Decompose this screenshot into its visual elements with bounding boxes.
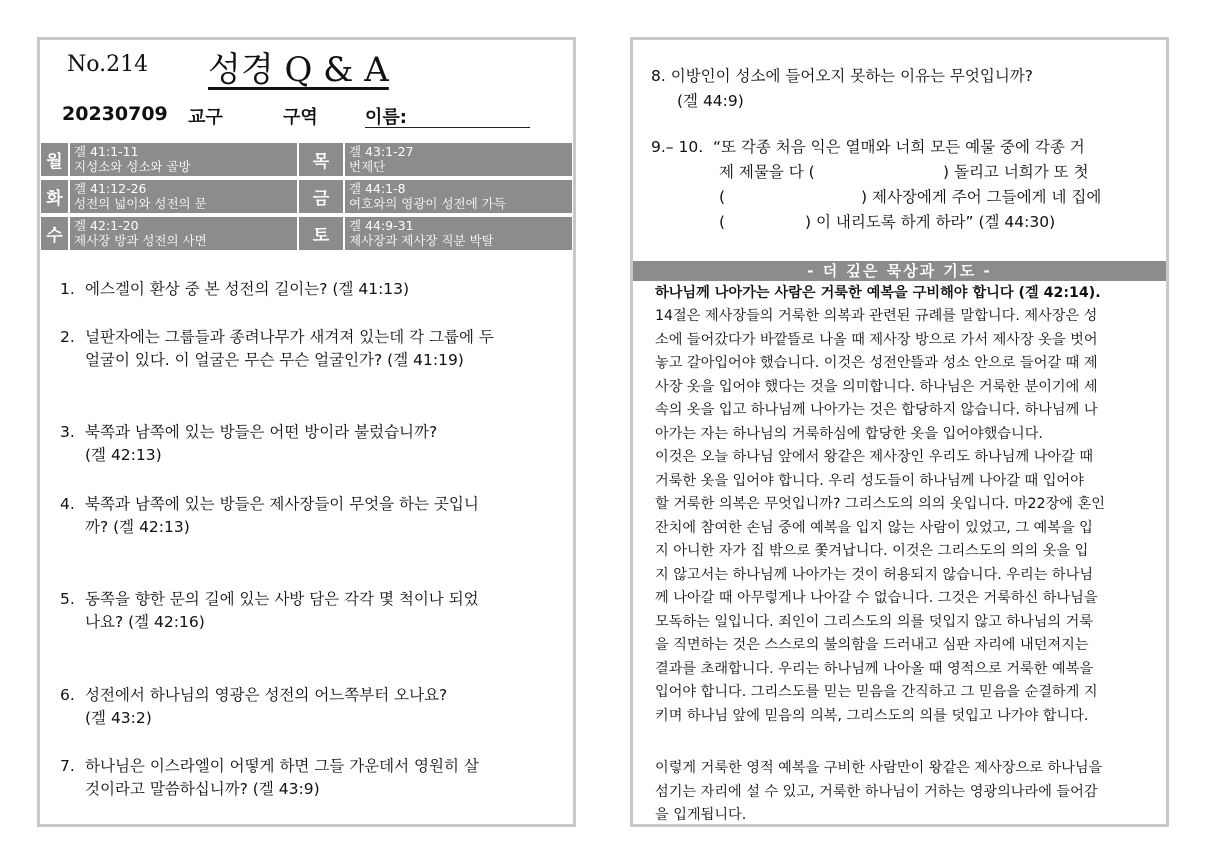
church-label: 교구 xyxy=(188,107,223,128)
day-label: 금 xyxy=(298,179,344,214)
left-panel xyxy=(37,37,576,827)
question-line: 널판자에는 그룹들과 종려나무가 새겨져 있는데 각 그룹에 두 xyxy=(85,328,494,346)
question-line: ) 이 내리도록 하게 하라” (겔 44:30) xyxy=(805,213,1056,231)
reading-ref: 겔 41:1-11 xyxy=(74,144,139,159)
question-line: (겔 43:2) xyxy=(85,709,152,727)
reading-ref: 겔 41:12-26 xyxy=(74,181,147,196)
question-number: 5. xyxy=(60,590,75,608)
day-label: 목 xyxy=(298,142,344,177)
meditation-line: 께 나아갈 때 아무렇게나 나아갈 수 없습니다. 그것은 거룩하신 하나님을 xyxy=(655,590,1098,606)
day-label: 월 xyxy=(40,142,69,177)
reading-topic: 여호와의 영광이 성전에 가득 xyxy=(349,196,506,211)
meditation-line: 이렇게 거룩한 영적 예복을 구비한 사람만이 왕같은 제사장으로 하나님을 xyxy=(655,760,1103,776)
meditation-line: 속의 옷을 입고 하나님께 나아가는 것은 합당하지 않습니다. 하나님께 나 xyxy=(655,402,1098,418)
district-label: 구역 xyxy=(283,107,318,128)
right-panel xyxy=(630,37,1169,827)
reading-topic: 지성소와 성소와 골방 xyxy=(74,159,191,174)
question-line: 북쪽과 남쪽에 있는 방들은 제사장들이 무엇을 하는 곳입니 xyxy=(85,495,479,513)
reading-cell xyxy=(344,142,573,177)
reading-topic: 성전의 넓이와 성전의 문 xyxy=(74,196,207,211)
question-line: 것이라고 말씀하십니까? (겔 43:9) xyxy=(85,780,320,798)
question-4 xyxy=(60,493,558,539)
meditation-line: 모독하는 일입니다. 죄인이 그리스도의 의를 덧입지 않고 하나님의 거룩 xyxy=(655,613,1094,630)
question-7 xyxy=(60,755,558,801)
question-number: 2. xyxy=(60,328,75,346)
meditation-line: 사장 옷을 입어야 했다는 것을 의미합니다. 하나님은 거룩한 분이기에 세 xyxy=(655,378,1098,395)
question-line: 제 제물을 다 ( xyxy=(719,163,815,181)
question-line: (겔 44:9) xyxy=(677,92,744,110)
question-number: 9.– 10. xyxy=(651,138,704,156)
question-number: 7. xyxy=(60,757,75,775)
day-label: 화 xyxy=(40,179,69,214)
question-line: ( xyxy=(719,188,726,206)
meditation-line: 할 거룩한 의복은 무엇입니까? 그리스도의 의의 옷입니다. 마22장에 혼인 xyxy=(655,496,1105,512)
question-line: 동쪽을 향한 문의 길에 있는 사방 담은 각각 몇 척이나 되었 xyxy=(85,590,479,608)
reading-cell xyxy=(69,216,298,251)
meditation-line: 14절은 제사장들의 거룩한 의복과 관련된 규례를 말합니다. 제사장은 성 xyxy=(655,308,1098,324)
reading-cell xyxy=(344,216,573,251)
question-5 xyxy=(60,588,558,634)
meditation-paragraph-1 xyxy=(655,305,1145,446)
meditation-line: 입어야 합니다. 그리스도를 믿는 믿음을 간직하고 그 믿음을 순결하게 지 xyxy=(655,684,1098,700)
question-line: 이방인이 성소에 들어오지 못하는 이유는 무엇입니까? xyxy=(670,67,1034,85)
schedule-row xyxy=(40,216,573,251)
meditation-line: 결과를 초래합니다. 우리는 하나님께 나아올 때 영적으로 거룩한 예복을 xyxy=(655,660,1094,677)
meditation-line: 놓고 갈아입어야 했습니다. 이것은 성전안뜰과 성소 안으로 들어갈 때 제 xyxy=(655,355,1098,371)
question-number: 1. xyxy=(60,280,75,298)
meditation-heading: 하나님께 나아가는 사람은 거룩한 예복을 구비해야 합니다 (겔 42:14). xyxy=(655,285,1101,301)
question-line: ( xyxy=(719,213,726,231)
reading-cell xyxy=(69,142,298,177)
reading-ref: 겔 43:1-27 xyxy=(349,144,414,159)
page-title: 성경 Q & A xyxy=(208,50,389,90)
meditation-line: 섬기는 자리에 설 수 있고, 거룩한 하나님이 거하는 영광의나라에 들어감 xyxy=(655,783,1098,800)
meditation-line: 거룩한 옷을 입어야 합니다. 우리 성도들이 하나님께 나아갈 때 입어야 xyxy=(655,472,1084,489)
question-2 xyxy=(60,326,558,372)
day-label: 수 xyxy=(40,216,69,251)
reading-topic: 제사장 방과 성전의 사면 xyxy=(74,233,207,248)
question-line: 얼굴이 있다. 이 얼굴은 무슨 무슨 얼굴인가? (겔 41:19) xyxy=(85,351,464,369)
reading-topic: 제사장과 제사장 직분 박탈 xyxy=(349,233,494,248)
reading-topic: 번제단 xyxy=(349,159,386,174)
meditation-line: 지 아니한 자가 집 밖으로 쫓겨납니다. 이것은 그리스도의 의의 옷을 입 xyxy=(655,543,1089,559)
question-line: 에스겔이 환상 중 본 성전의 길이는? (겔 41:13) xyxy=(85,280,410,298)
meditation-line: 이것은 오늘 하나님 앞에서 왕같은 제사장인 우리도 하나님께 나아갈 때 xyxy=(655,449,1094,465)
schedule-row xyxy=(40,142,573,177)
reading-ref: 겔 44:9-31 xyxy=(349,218,414,233)
question-line: 하나님은 이스라엘이 어떻게 하면 그들 가운데서 영원히 살 xyxy=(85,757,479,775)
reading-cell xyxy=(69,179,298,214)
meditation-line: 키며 하나님 앞에 믿음의 의복, 그리스도의 의를 덧입고 나가야 합니다. xyxy=(655,707,1089,724)
meditation-line: 잔치에 참여한 손님 중에 예복을 입지 않는 사람이 있었고, 그 예복을 입 xyxy=(655,519,1093,536)
question-8 xyxy=(651,64,1033,89)
question-line: 나요? (겔 42:16) xyxy=(85,613,205,631)
name-underline xyxy=(365,127,530,128)
reading-ref: 겔 44:1-8 xyxy=(349,181,406,196)
question-1 xyxy=(60,278,558,301)
date: 20230709 xyxy=(62,103,168,125)
meditation-paragraph-2 xyxy=(655,446,1145,728)
meditation-line: 을 직면하는 것은 스스로의 불의함을 드러내고 심판 자리에 내던져지는 xyxy=(655,637,1089,653)
question-number: 3. xyxy=(60,423,75,441)
issue-number: No.214 xyxy=(67,52,149,77)
name-label: 이름: xyxy=(365,107,407,128)
reading-cell xyxy=(344,179,573,214)
meditation-banner: - 더 깊은 묵상과 기도 - xyxy=(633,261,1166,281)
question-line: ) 제사장에게 주어 그들에게 네 집에 xyxy=(861,188,1102,206)
schedule-row xyxy=(40,179,573,214)
question-line: 성전에서 하나님의 영광은 성전의 어느쪽부터 오나요? xyxy=(85,686,448,704)
question-line: ) 돌리고 너희가 또 첫 xyxy=(943,163,1089,181)
reading-ref: 겔 42:1-20 xyxy=(74,218,139,233)
meditation-line: 지 않고서는 하나님께 나아가는 것이 허용되지 않습니다. 우리는 하나님 xyxy=(655,566,1094,583)
question-number: 8. xyxy=(651,67,666,85)
meditation-line: 소에 들어갔다가 바깥뜰로 나올 때 제사장 방으로 가서 제사장 옷을 벗어 xyxy=(655,331,1098,348)
question-3 xyxy=(60,421,558,467)
question-number: 4. xyxy=(60,495,75,513)
question-line: (겔 42:13) xyxy=(85,446,162,464)
question-line: “또 각종 처음 익은 열매와 너희 모든 예물 중에 각종 거 xyxy=(713,138,1085,156)
question-6 xyxy=(60,684,558,730)
day-label: 토 xyxy=(298,216,344,251)
question-line: 북쪽과 남쪽에 있는 방들은 어떤 방이라 불렀습니까? xyxy=(85,423,438,441)
question-number: 6. xyxy=(60,686,75,704)
meditation-line: 을 입게됩니다. xyxy=(655,807,747,823)
meditation-line: 아가는 자는 하나님의 거룩하심에 합당한 옷을 입어야했습니다. xyxy=(655,425,1043,442)
question-line: 까? (겔 42:13) xyxy=(85,518,190,536)
meditation-paragraph-3 xyxy=(655,757,1145,828)
